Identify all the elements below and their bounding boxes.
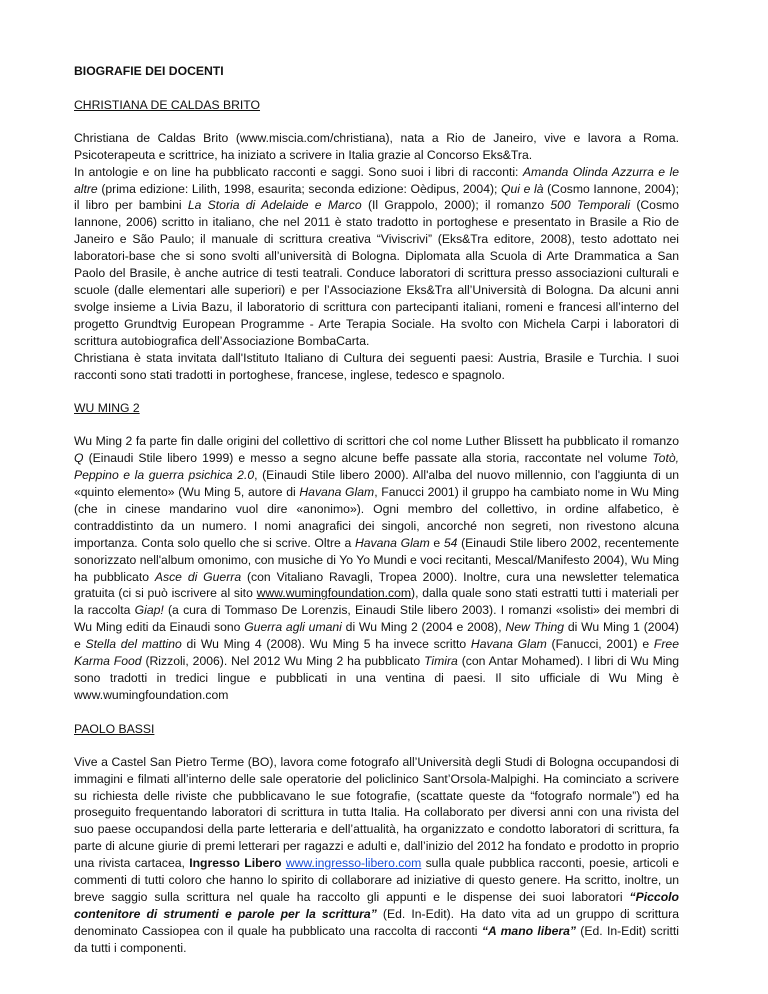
text-run: Havana Glam <box>299 485 375 500</box>
text-run: In antologie e on line ha pubblicato racconti e saggi. Sono suoi i libri di racconti: <box>74 164 523 179</box>
text-run: (a cura di Tommaso De Lorenzis, Einaudi Stile libero 2003). I romanzi «solisti» dei membri di Wu Ming editi da Einaudi sono <box>74 603 679 635</box>
text-run: (Cosmo Iannone, 2004); il libro per bambini <box>74 181 679 213</box>
text-run: (Ed. In-Edit). Ha dato vita ad un gruppo di scrittura denominato Cassiopea con il quale ha pubblicato una raccolta di racconti <box>74 906 680 938</box>
text-run: “A mano libera” <box>481 923 576 938</box>
text-run: Guerra agli umani <box>244 620 342 635</box>
text-run: Stella del mattino <box>85 637 182 652</box>
website-link[interactable]: www.ingresso-libero.com <box>285 856 422 871</box>
section-heading: WU MING 2 <box>74 401 140 416</box>
text-run: (Cosmo Iannone, 2006) scritto in italiano, che nel 2011 è stato tradotto in portoghese e presentato in Brasile a Rio de Janeiro e São Paulo; il manuale di scrittura creativa “Viviscrivi” (Eks&Tra editore, 2008), testo adottato nei laboratori-base che si sono svolti all’università di Bologna. Diplomata alla Scuola di Arte Drammatica a San Paolo del Brasile, è anche autrice di testi teatrali. Conduce laboratori di scrittura presso associazioni culturali e scuole (dalle elementari alle superiori) e per l’Associazione Eks&Tra all’Università di Bologna. Da alcuni anni svolge insieme a Livia Bazu, il laboratorio di scrittura con partecipanti italiani, romeni e francesi all’interno del progetto Grundtvig European Programme - Arte Terapia Sociale. Ha svolto con Michela Carpi i laboratori di scrittura autobiografica dell’Associazione BombaCarta. <box>74 198 679 348</box>
text-run: Wu Ming 2 fa parte fin dalle origini del collettivo di scrittori che col nome Luther Blissett ha pubblicato il romanzo <box>74 434 679 449</box>
text-run: “Piccolo contenitore di strumenti e parole per la scrittura” <box>74 889 679 921</box>
text-run: di Wu Ming 1 (2004) e <box>74 620 679 652</box>
text-run: Totò, Peppino e la guerra psichica 2.0 <box>74 451 679 483</box>
text-run: Qui e là <box>501 181 544 196</box>
text-run: Amanda Olinda Azzurra e le altre <box>74 164 679 196</box>
text-run: 500 Temporali <box>550 198 631 213</box>
section-heading: PAOLO BASSI <box>74 721 155 736</box>
text-run: Havana Glam <box>470 637 547 652</box>
text-run: Timira <box>424 654 458 669</box>
text-run: ), dalla quale sono stati estratti tutti i materiali per la raccolta <box>74 586 679 618</box>
text-run: (Fanucci, 2001) e <box>546 637 654 652</box>
text-run: di Wu Ming 4 (2008). Wu Ming 5 ha invece scritto <box>181 637 471 652</box>
text-run: , Fanucci 2001) il gruppo ha cambiato nome in Wu Ming (che in cinese mandarino vuol dire «anonimo»). Ogni membro del collettivo, in ordine alfabetico, è contraddistinto da un numero. I nomi anagrafici dei singoli, ancorché non segreti, non rivestono alcuna importanza. Conta solo quello che si scrive. Oltre a <box>74 485 679 550</box>
text-run: Havana Glam <box>354 535 430 550</box>
text-run: (Einaudi Stile libero 1999) e messo a segno alcune beffe passate alla storia, raccontate nel volume <box>83 451 653 466</box>
text-run: (prima edizione: Lilith, 1998, esaurita; seconda edizione: Oèdipus, 2004); <box>97 181 502 196</box>
text-run: New Thing <box>505 620 565 635</box>
text-run: (con Antar Mohamed). I libri di Wu Ming sono tradotti in tredici lingue e pubblicati in una ventina di paesi. Il sito ufficiale di Wu Ming è www.wumingfoundation.com <box>74 654 680 702</box>
text-run: e <box>429 535 444 550</box>
paragraph <box>74 754 679 957</box>
paragraph <box>74 130 679 164</box>
section-heading: CHRISTIANA DE CALDAS BRITO <box>74 97 261 112</box>
section-body <box>74 754 679 957</box>
text-run: Vive a Castel San Pietro Terme (BO), lavora come fotografo all’Università degli Studi di Bologna occupandosi di immagini e filmati all’interno delle sale operatorie del policlinico Sant’Orsola-Malpighi. Ha cominciato a scrivere su richiesta delle riviste che pubblicavano le sue fotografie, (scattate queste da “fotografo normale”) ed ha proseguito frequentando laboratori di scrittura in tutta Italia. Ha collaborato per diversi anni con una rivista del suo paese occupandosi della parte letteraria e dell’attualità, ha organizzato e condotto laboratori di scrittura, fa parte di alcune giurie di premi letterari per ragazzi e adulti e, dall’inizio del 2012 ha fondato e prodotto in proprio una rivista cartacea, <box>74 754 679 871</box>
text-run: Free Karma Food <box>74 637 679 669</box>
text-run: Asce di Guerra <box>154 569 242 584</box>
text-run: (Rizzoli, 2006). Nel 2012 Wu Ming 2 ha pubblicato <box>141 654 425 669</box>
text-run: sulla quale pubblica racconti, poesie, articoli e commenti di tutti coloro che hanno lo spirito di collaborare ad iniziative di questo genere. Ha scritto, inoltre, un breve saggio sulla scrittura nel quale ha raccolto gli appunti e le dispense dei suoi laboratori <box>74 856 680 904</box>
text-run: di Wu Ming 2 (2004 e 2008), <box>341 620 506 635</box>
text-run: (Einaudi Stile libero 2002, recentemente sonorizzato nell'album omonimo, con musiche di Yo Yo Mundi e voci recitanti, Mescal/Manifesto 2004), Wu Ming ha pubblicato <box>74 535 679 584</box>
paragraph <box>74 350 679 384</box>
section-body <box>74 433 679 704</box>
text-run: , (Einaudi Stile libero 2000). All'alba del nuovo millennio, con l'aggiunta di un «quinto elemento» (Wu Ming 5, autore di <box>74 468 679 500</box>
document-title: BIOGRAFIE DEI DOCENTI <box>74 64 224 78</box>
text-run: (Ed. In-Edit) scritti da tutti i componenti. <box>74 923 679 955</box>
text-run: Ingresso Libero <box>189 856 282 871</box>
text-run: www.wumingfoundation.com <box>256 586 412 601</box>
paragraph <box>74 164 679 350</box>
sections-container <box>74 97 679 957</box>
text-run: Christiana è stata invitata dall'Istituto Italiano di Cultura dei seguenti paesi: Austria, Brasile e Turchia. I suoi racconti sono stati tradotti in portoghese, francese, inglese, tedesco e spagnolo. <box>74 350 679 382</box>
text-run: 54 <box>443 535 458 550</box>
text-run: Christiana de Caldas Brito (www.miscia.com/christiana), nata a Rio de Janeiro, vive e lavora a Roma. Psicoterapeuta e scrittrice, ha iniziato a scrivere in Italia grazie al Concorso Eks&Tra. <box>74 130 679 162</box>
text-run: (Il Grappolo, 2000); il romanzo <box>361 198 551 213</box>
text-run: (con Vitaliano Ravagli, Tropea 2000). Inoltre, cura una newsletter telematica gratuita (ci si può iscrivere al sito <box>74 569 679 601</box>
text-run: La Storia di Adelaide e Marco <box>187 198 362 213</box>
paragraph <box>74 433 679 704</box>
section-body <box>74 130 679 384</box>
text-run: Giap! <box>134 603 164 618</box>
text-run: Q <box>74 451 84 466</box>
